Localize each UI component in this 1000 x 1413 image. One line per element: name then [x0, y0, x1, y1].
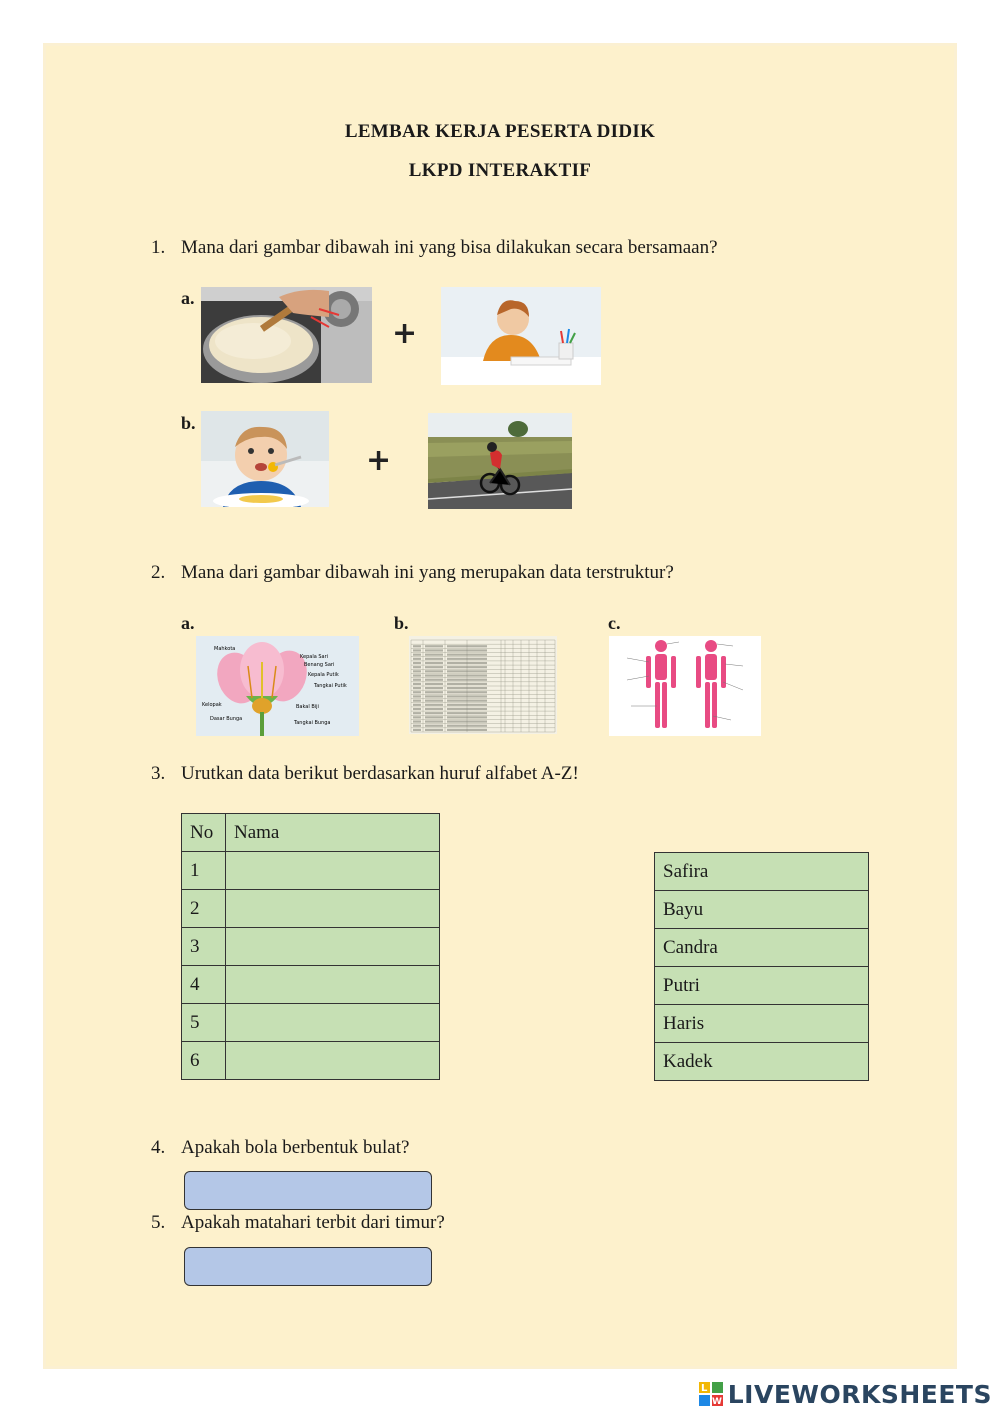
row-number: 6 [182, 1042, 226, 1080]
child-eating-image[interactable] [201, 411, 329, 507]
question-text: Apakah matahari terbit dari timur? [181, 1212, 445, 1233]
label-tangkai-bunga: Tangkai Bunga [294, 720, 331, 726]
drop-target-cell[interactable] [226, 966, 440, 1004]
label-dasar-bunga: Dasar Bunga [210, 716, 243, 722]
question-number: 5. [151, 1212, 166, 1233]
table-row [182, 1004, 440, 1042]
svg-text:L: L [700, 1383, 708, 1394]
q5-answer-input[interactable] [184, 1247, 432, 1286]
worksheet-subtitle: LKPD INTERAKTIF [408, 160, 592, 181]
label-mahkota: Mahkota [214, 646, 236, 652]
label-kepala-sari: Kepala Sari [300, 654, 329, 660]
drop-target-cell[interactable] [226, 852, 440, 890]
q2-option-a-label: a. [181, 613, 195, 633]
plus-sign: + [366, 443, 392, 478]
drop-target-cell[interactable] [226, 1042, 440, 1080]
q1-option-a-label: a. [181, 288, 195, 308]
name-choice[interactable]: Bayu [655, 891, 869, 929]
table-row [182, 1042, 440, 1080]
worksheet-title: LEMBAR KERJA PESERTA DIDIK [344, 121, 656, 142]
drop-target-cell[interactable] [226, 1004, 440, 1042]
q1-option-b-label: b. [181, 413, 196, 433]
plus-sign: + [392, 316, 418, 351]
row-number: 4 [182, 966, 226, 1004]
q2-option-c-label: c. [608, 613, 621, 633]
q4-answer-input[interactable] [184, 1171, 432, 1210]
header-no: No [182, 814, 226, 852]
svg-text:W: W [711, 1397, 722, 1407]
name-choice[interactable]: Haris [655, 1005, 869, 1043]
name-choice[interactable]: Candra [655, 929, 869, 967]
name-choice[interactable]: Putri [655, 967, 869, 1005]
table-row [182, 852, 440, 890]
question-1 [151, 237, 718, 259]
question-number: 2. [151, 562, 166, 583]
table-row [182, 928, 440, 966]
label-bakal-biji: Bakal Biji [296, 704, 319, 710]
drop-target-cell[interactable] [226, 890, 440, 928]
question-2 [151, 562, 674, 584]
label-tangkai-putik: Tangkai Putik [314, 683, 347, 689]
label-kepala-putik: Kepala Putik [308, 672, 339, 678]
data-table-image[interactable] [409, 636, 557, 734]
flower-diagram-image[interactable] [196, 636, 359, 736]
boy-studying-image[interactable] [441, 287, 601, 385]
question-4 [151, 1137, 409, 1159]
question-3 [151, 763, 579, 785]
label-benang-sari: Benang Sari [304, 662, 335, 668]
liveworksheets-logo-icon [698, 1381, 724, 1407]
question-text: Apakah bola berbentuk bulat? [181, 1137, 410, 1158]
label-kelopak: Kelopak [202, 702, 222, 708]
question-number: 4. [151, 1137, 166, 1158]
table-row [182, 890, 440, 928]
row-number: 3 [182, 928, 226, 966]
row-number: 5 [182, 1004, 226, 1042]
skeleton-diagram-image[interactable] [609, 636, 761, 736]
answer-order-table [181, 813, 440, 1080]
question-text: Mana dari gambar dibawah ini yang merupakan data terstruktur? [181, 562, 674, 583]
q2-option-b-label: b. [394, 613, 409, 633]
question-text: Mana dari gambar dibawah ini yang bisa dilakukan secara bersamaan? [181, 237, 718, 258]
row-number: 2 [182, 890, 226, 928]
question-number: 1. [151, 237, 166, 258]
table-header-row [182, 814, 440, 852]
name-choices-table [654, 852, 869, 1081]
name-choice[interactable]: Safira [655, 853, 869, 891]
drop-target-cell[interactable] [226, 928, 440, 966]
question-number: 3. [151, 763, 166, 784]
question-text: Urutkan data berikut berdasarkan huruf alfabet A-Z! [181, 763, 579, 784]
cooking-rice-image[interactable] [201, 287, 372, 383]
table-row [182, 966, 440, 1004]
cyclist-image[interactable] [428, 413, 572, 509]
name-choice[interactable]: Kadek [655, 1043, 869, 1081]
row-number: 1 [182, 852, 226, 890]
header-nama: Nama [226, 814, 440, 852]
liveworksheets-brand-text: LIVEWORKSHEETS [727, 1379, 992, 1409]
liveworksheets-logo[interactable] [698, 1379, 992, 1409]
question-5 [151, 1212, 445, 1234]
